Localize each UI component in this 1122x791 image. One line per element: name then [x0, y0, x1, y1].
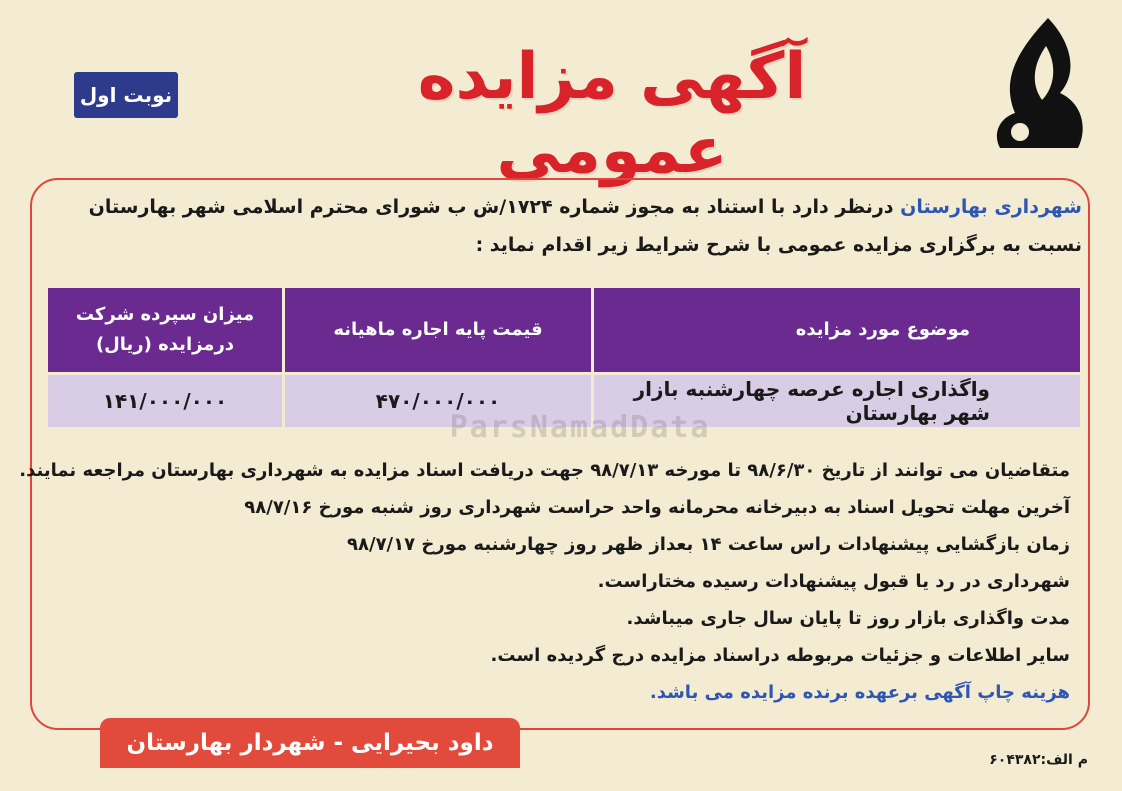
- reference-number: م الف:۶۰۴۳۸۲: [989, 752, 1088, 768]
- condition-line: متقاضیان می توانند از تاریخ ۹۸/۶/۳۰ تا مورخه ۹۸/۷/۱۳ جهت دریافت اسناد مزایده به شهرداری بهارستان مراجعه نمایند.: [19, 460, 1070, 481]
- cell-subject: واگذاری اجاره عرصه چهارشنبه بازار شهر بهارستان: [594, 375, 1080, 427]
- auction-table: [46, 288, 1080, 428]
- round-badge: نوبت اول: [74, 72, 178, 118]
- condition-line: زمان بازگشایی پیشنهادات راس ساعت ۱۴ بعداز ظهر روز چهارشنبه مورخ ۹۸/۷/۱۷: [347, 534, 1070, 555]
- signature-bar: داود بحیرایی - شهردار بهارستان: [100, 718, 520, 768]
- municipality-logo: [960, 8, 1108, 168]
- intro-text: درنظر دارد با استناد به مجوز شماره ۱۷۲۴/ش ب شورای محترم اسلامی شهر بهارستان نسبت به برگزاری مزایده عمومی با شرح شرایط زیر اقدام نماید :: [88, 196, 1082, 256]
- intro-organization: شهرداری بهارستان: [900, 196, 1082, 218]
- cell-deposit: ۱۴۱/۰۰۰/۰۰۰: [48, 375, 282, 427]
- intro-paragraph: [32, 188, 1082, 264]
- conditions-list: [19, 452, 1070, 711]
- condition-line: شهرداری در رد یا قبول پیشنهادات رسیده مختاراست.: [597, 571, 1070, 592]
- condition-line: آخرین مهلت تحویل اسناد به دبیرخانه محرمانه واحد حراست شهرداری روز شنبه مورخ ۹۸/۷/۱۶: [244, 497, 1070, 518]
- header-subject: موضوع مورد مزایده: [594, 288, 1080, 372]
- cell-base-price: ۴۷۰/۰۰۰/۰۰۰: [285, 375, 591, 427]
- condition-line-cost: هزینه چاپ آگهی برعهده برنده مزایده می باشد.: [649, 682, 1070, 703]
- header: [0, 0, 1122, 188]
- header-deposit: میزان سپرده شرکت درمزایده (ریال): [48, 288, 282, 372]
- condition-line: مدت واگذاری بازار روز تا پایان سال جاری میباشد.: [626, 608, 1070, 629]
- watermark: ParsNamadData: [449, 410, 711, 445]
- condition-line: سایر اطلاعات و جزئیات مربوطه دراسناد مزایده درج گردیده است.: [490, 645, 1070, 666]
- table-header-row: [46, 288, 1080, 372]
- header-base-price: قیمت پایه اجاره ماهیانه: [285, 288, 591, 372]
- page-title: آگهی مزایده عمومی: [417, 40, 807, 188]
